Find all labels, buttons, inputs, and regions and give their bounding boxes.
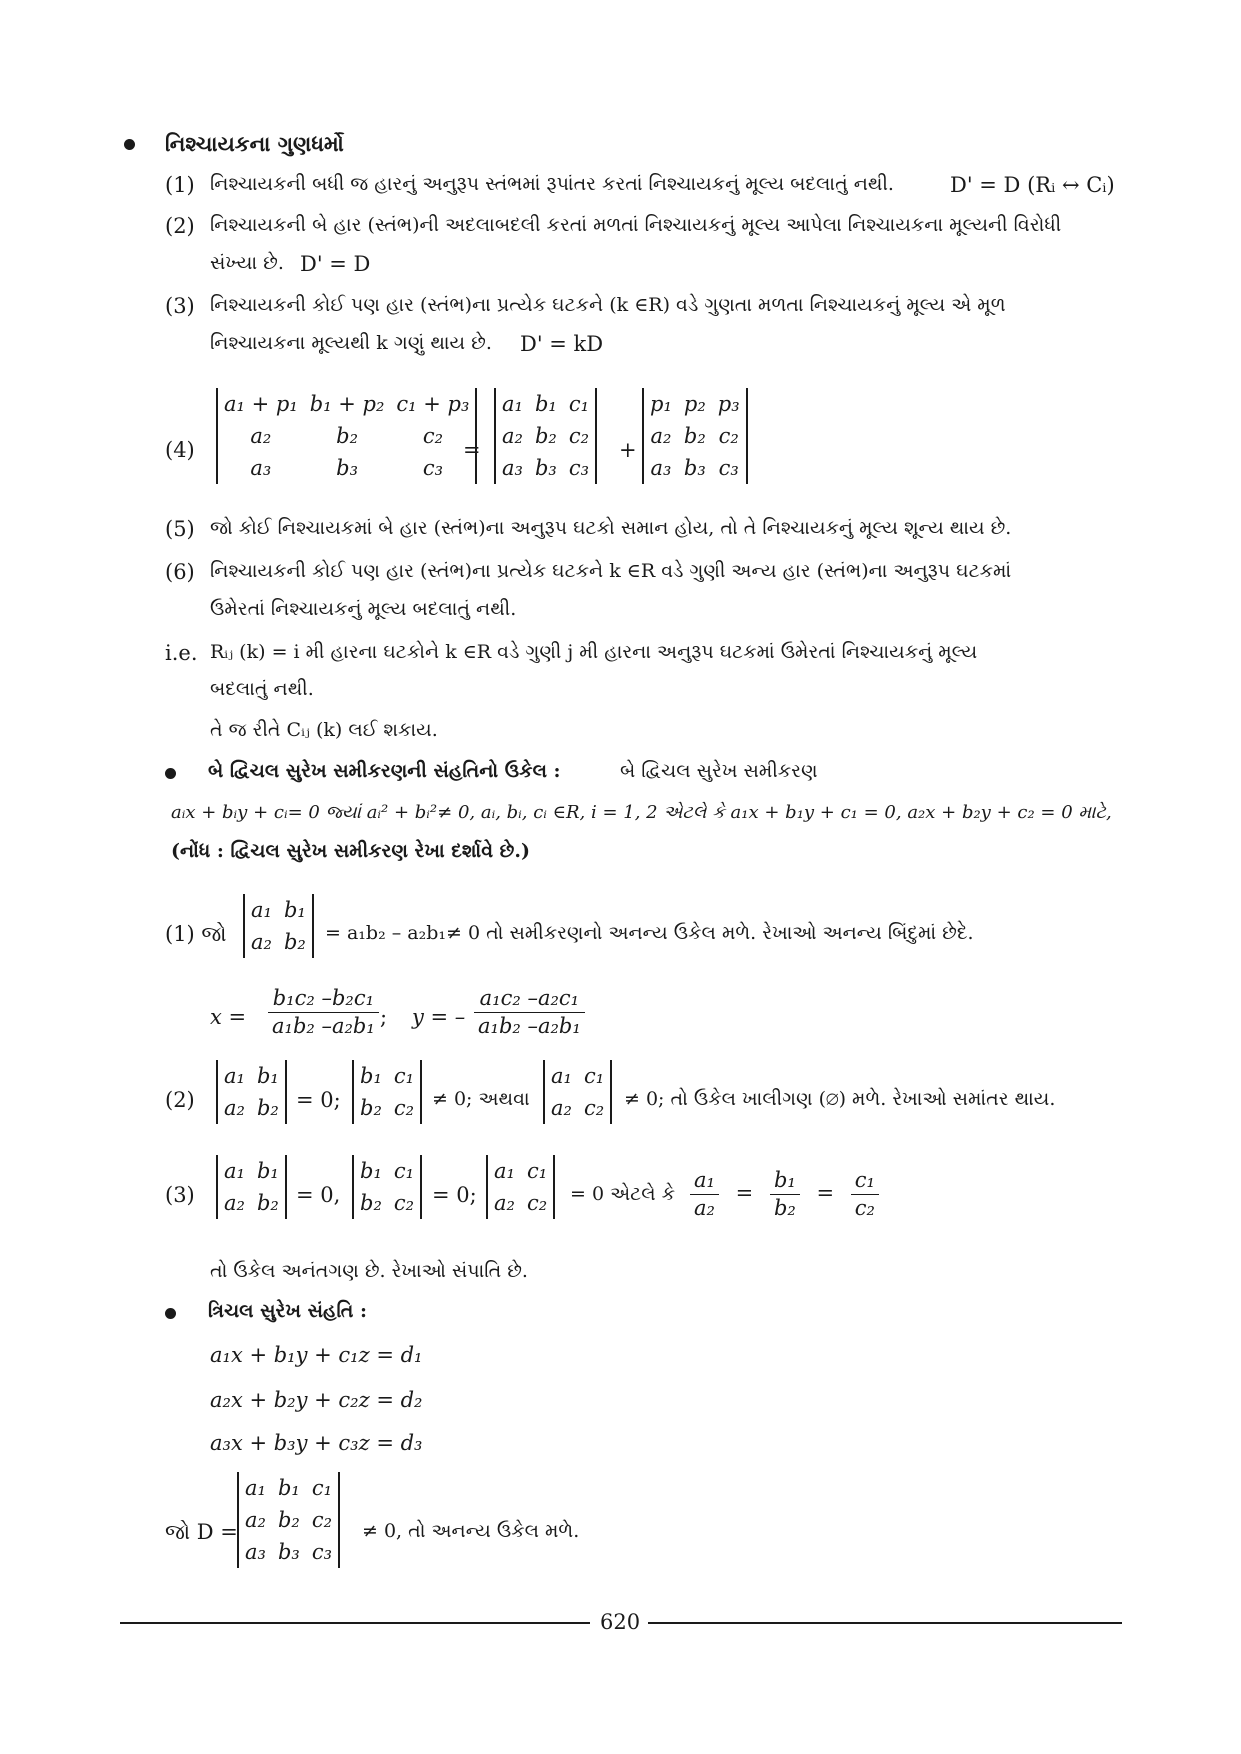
matrix-grid [644,388,746,484]
matrix-grid [496,388,595,484]
item-number: (2) [165,214,195,238]
matrix-cell: b₁ [277,1476,300,1500]
case3-conclusion: તો ઉકેલ અનંતગણ છે. રેખાઓ સંપાતિ છે. [210,1260,528,1282]
matrix-cell: a₂ [251,930,272,954]
ie-label: i.e. [165,641,198,665]
case2-eq: ≠ 0; તો ઉકેલ ખાલીગણ (∅) મળે. રેખાઓ સમાંતર થાય. [624,1088,1056,1110]
separator: ; [380,1005,388,1029]
matrix-cell: b₂ [283,930,306,954]
y-label: y = – [412,1005,466,1029]
three-var-heading: ત્રિચલ સુરેખ સંહતિ : [208,1300,368,1322]
item-formula: D' = kD [520,332,604,356]
equals-sign: = [463,438,481,462]
item-number: (1) [165,173,195,197]
if-suffix: ≠ 0, તો અનન્ય ઉકેલ મળે. [362,1520,580,1542]
matrix-cell: b₂ [683,424,706,448]
matrix-grid [488,1155,553,1219]
footer-rule-right [648,1622,1122,1624]
determinant-right [642,388,748,484]
bullet-icon [124,139,135,150]
ie-text: Rᵢⱼ (k) = i મી હારના ઘટકોને k ∈R વડે ગુણી j મી હારના અનુરૂપ ઘટકમાં ઉમેરતાં નિશ્ચાયકનું મૂલ્ય [210,641,978,663]
matrix-cell: b₃ [336,456,359,480]
matrix-cell: b₃ [277,1540,300,1564]
matrix-cell: c₁ + p₃ [396,392,470,416]
matrix-cell: p₁ [650,392,672,416]
matrix-cell: a₃ [650,456,672,480]
matrix-cell: a₂ [502,424,523,448]
x-label: x = [210,1005,247,1029]
denominator: a₁b₂ –a₂b₁ [478,1014,581,1038]
matrix-cell: c₂ [526,1191,548,1215]
note-text: (નોંધ : દ્વિચલ સુરેખ સમીકરણ રેખા દર્શાવે છે.) [171,840,530,862]
matrix-cell: a₁ [551,1064,572,1088]
item-number: (5) [165,517,195,541]
matrix-cell: a₂ [250,424,272,448]
ie-text: બદલાતું નથી. [210,678,314,700]
matrix-cell: c₁ [583,1064,605,1088]
matrix-cell: c₂ [583,1096,605,1120]
fraction [770,1170,800,1219]
determinant-abc [237,1472,340,1568]
matrix-grid [239,1472,338,1568]
numerator: b₁ [770,1170,800,1195]
matrix-cell: b₂ [277,1508,300,1532]
properties-heading: નિશ્ચાયકના ગુણધર્મો [165,131,344,156]
matrix-cell: b₁ [283,898,306,922]
similarly-text: તે જ રીતે Cᵢⱼ (k) લઈ શકાય. [210,719,438,741]
item-text: નિશ્ચાયકની બધી જ હારનું અનુરૂપ સ્તંભમાં રૂપાંતર કરતાં નિશ્ચાયકનું મૂલ્ય બદલાતું નથી. [210,173,894,195]
matrix-cell: c₁ [393,1159,415,1183]
matrix-cell: b₁ + p₂ [309,392,385,416]
matrix-cell: b₂ [534,424,557,448]
matrix-cell: c₁ [526,1159,548,1183]
matrix-cell: a₂ [494,1191,515,1215]
equation: a₃x + b₃y + c₃z = d₃ [210,1431,423,1455]
footer-rule-left [120,1622,590,1624]
matrix-cell: c₁ [311,1476,333,1500]
matrix-cell: b₂ [256,1096,279,1120]
equation: a₁x + b₁y + c₁z = d₁ [210,1343,423,1367]
matrix-cell: a₁ [245,1476,266,1500]
matrix-cell: a₁ [224,1064,245,1088]
item-formula: D' = D [300,252,371,276]
plus-sign: + [619,438,637,462]
fraction [851,1170,879,1219]
fraction [474,988,585,1037]
fraction [268,988,379,1037]
matrix-cell: a₁ [251,898,272,922]
denominator: b₂ [773,1196,796,1220]
denominator: a₂ [694,1196,715,1220]
matrix-cell: b₃ [683,456,706,480]
x-fraction [268,988,379,1037]
determinant-ac [486,1155,555,1219]
matrix-cell: c₃ [718,456,739,480]
determinant-left [216,388,477,484]
determinant-bc [352,1060,422,1124]
matrix-cell: a₂ [224,1191,245,1215]
matrix-cell: c₂ [568,424,590,448]
page-number: 620 [600,1610,641,1634]
matrix-cell: p₂ [683,392,706,416]
matrix-cell: b₂ [336,424,359,448]
item-text: નિશ્ચાયકની કોઈ પણ હાર (સ્તંભ)ના પ્રત્યેક ઘટકને (k ∈R) વડે ગુણતા મળતા નિશ્ચાયકનું મૂલ્ય એ મૂળ [210,294,1006,316]
numerator: c₁ [851,1170,879,1195]
ratio-fractions [690,1170,879,1219]
matrix-grid [218,388,475,484]
matrix-cell: c₁ [393,1064,415,1088]
two-var-heading-rest: બે દ્વિચલ સુરેખ સમીકરણ [620,760,818,782]
case2-eq: ≠ 0; અથવા [432,1088,530,1110]
bullet-icon [165,1308,176,1319]
case2-number: (2) [165,1088,195,1112]
bullet-icon [165,768,176,779]
denominator: a₁b₂ –a₂b₁ [272,1014,375,1038]
numerator: a₁c₂ –a₂c₁ [474,988,585,1013]
matrix-cell: a₂ [551,1096,572,1120]
case1-text: = a₁b₂ – a₂b₁≠ 0 તો સમીકરણનો અનન્ય ઉકેલ મળે. રેખાઓ અનન્ય બિંદુમાં છેદે. [325,922,974,944]
determinant-ab [216,1060,287,1124]
equals-sign: = [816,1181,835,1205]
item-number: (6) [165,560,195,584]
determinant-ab [216,1155,287,1219]
item-number: (4) [165,438,195,462]
item-text: ઉમેરતાં નિશ્ચાયકનું મૂલ્ય બદલાતું નથી. [210,598,517,620]
matrix-cell: c₂ [311,1508,333,1532]
determinant-ac [543,1060,612,1124]
matrix-cell: a₁ [502,392,523,416]
matrix-cell: a₃ [245,1540,266,1564]
matrix-cell: a₂ [650,424,672,448]
matrix-cell: a₂ [245,1508,266,1532]
matrix-cell: a₃ [250,456,272,480]
two-var-heading: બે દ્વિચલ સુરેખ સમીકરણની સંહતિનો ઉકેલ : [208,760,561,782]
matrix-cell: b₁ [256,1064,279,1088]
matrix-cell: b₁ [360,1064,382,1088]
case3-eq: = 0 એટલે કે [570,1183,676,1205]
matrix-cell: b₃ [534,456,557,480]
matrix-cell: c₃ [568,456,590,480]
numerator: b₁c₂ –b₂c₁ [268,988,379,1013]
numerator: a₁ [690,1170,719,1195]
matrix-cell: c₂ [393,1191,415,1215]
item-text: નિશ્ચાયકની કોઈ પણ હાર (સ્તંભ)ના પ્રત્યેક ઘટકને k ∈R વડે ગુણી અન્ય હાર (સ્તંભ)ના અનુરૂપ ઘટકમાં [210,560,1012,582]
determinant-ab [243,894,314,958]
if-prefix: જો D = [165,1520,238,1544]
item-text: જો કોઈ નિશ્ચાયકમાં બે હાર (સ્તંભ)ના અનુરૂપ ઘટકો સમાન હોય, તો તે નિશ્ચાયકનું મૂલ્ય શૂન્ય થાય છે. [210,517,1012,539]
determinant-mid [494,388,597,484]
matrix-cell: c₃ [422,456,444,480]
matrix-grid [545,1060,610,1124]
y-fraction [474,988,585,1037]
matrix-grid [354,1155,420,1219]
item-text: સંખ્યા છે. [210,252,284,274]
fraction [690,1170,719,1219]
matrix-cell: c₂ [422,424,444,448]
matrix-cell: c₂ [393,1096,415,1120]
matrix-grid [354,1060,420,1124]
determinant-bc [352,1155,422,1219]
matrix-cell: a₁ [494,1159,515,1183]
matrix-cell: c₂ [718,424,739,448]
matrix-cell: b₂ [360,1191,382,1215]
case3-number: (3) [165,1183,195,1207]
matrix-cell: a₃ [502,456,523,480]
matrix-cell: b₁ [360,1159,382,1183]
item-formula: D' = D (Rᵢ ↔ Cᵢ) [950,173,1115,197]
matrix-cell: a₁ [224,1159,245,1183]
matrix-cell: c₁ [568,392,590,416]
matrix-grid [218,1060,285,1124]
case3-eq: = 0; [432,1183,477,1207]
matrix-cell: p₃ [717,392,740,416]
equation: a₂x + b₂y + c₂z = d₂ [210,1388,423,1412]
matrix-grid [218,1155,285,1219]
item-text: નિશ્ચાયકની બે હાર (સ્તંભ)ની અદલાબદલી કરતાં મળતાં નિશ્ચાયકનું મૂલ્ય આપેલા નિશ્ચાયકના મૂલ્યની વિરોધી [210,214,1062,236]
matrix-grid [245,894,312,958]
case1-prefix: (1) જો [165,922,227,946]
matrix-cell: a₂ [224,1096,245,1120]
item-number: (3) [165,294,195,318]
item-text: નિશ્ચાયકના મૂલ્યથી k ગણું થાય છે. [210,332,492,354]
matrix-cell: b₁ [534,392,557,416]
denominator: c₂ [854,1196,875,1220]
equals-sign: = [735,1181,754,1205]
matrix-cell: c₃ [311,1540,333,1564]
matrix-cell: b₂ [256,1191,279,1215]
matrix-cell: b₁ [256,1159,279,1183]
case3-eq: = 0, [296,1183,341,1207]
case2-eq: = 0; [296,1088,341,1112]
equation-line: aᵢx + bᵢy + cᵢ= 0 જ્યાં aᵢ² + bᵢ²≠ 0, aᵢ, bᵢ, cᵢ ∈R, i = 1, 2 એટલે કે a₁x + b₁y + c₁ = 0, a₂x + b₂y + c₂ = 0 માટે, [171,802,1112,823]
matrix-cell: b₂ [360,1096,382,1120]
matrix-cell: a₁ + p₁ [224,392,298,416]
